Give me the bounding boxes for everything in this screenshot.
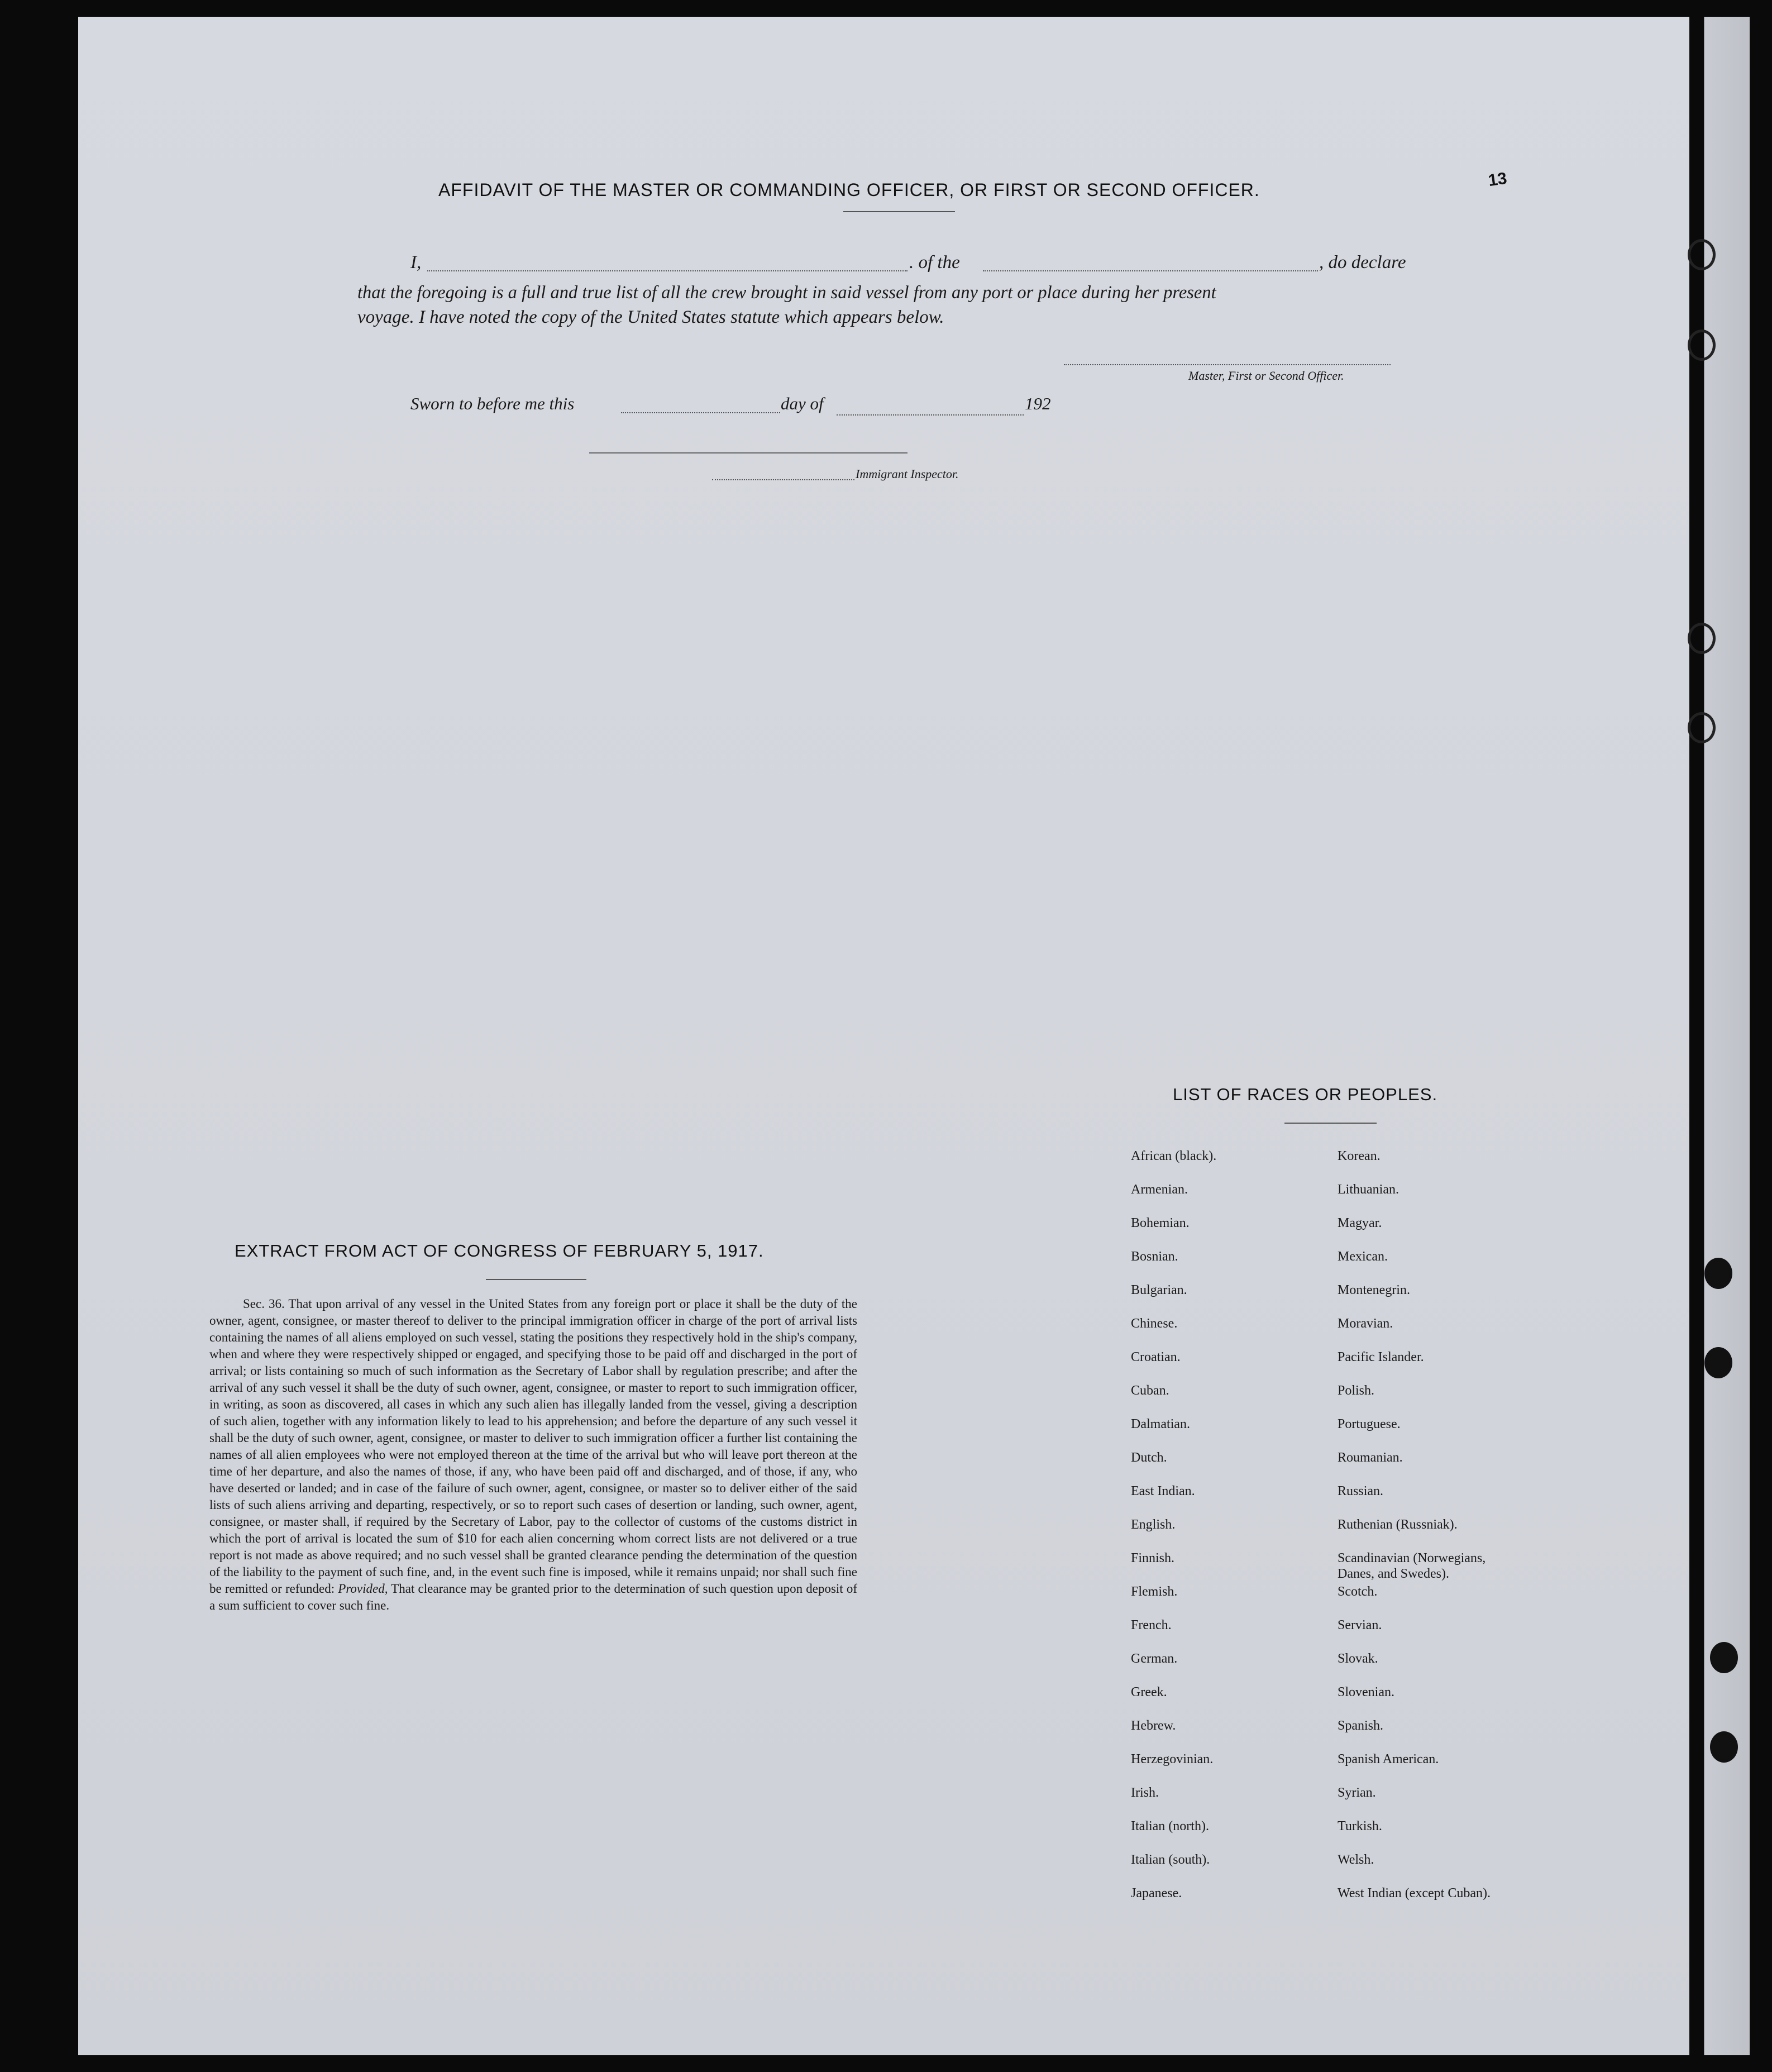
race-item: Chinese.	[1131, 1316, 1178, 1331]
races-heading: LIST OF RACES OR PEOPLES.	[1173, 1085, 1438, 1104]
day-of-text: day of	[781, 394, 824, 413]
punch-hole-icon	[1688, 239, 1716, 270]
race-item: African (black).	[1131, 1149, 1217, 1163]
divider	[486, 1279, 586, 1280]
vessel-blank[interactable]	[983, 270, 1318, 271]
extract-heading: EXTRACT FROM ACT OF CONGRESS OF FEBRUARY 5, 1917.	[235, 1241, 764, 1261]
proviso-text: That clearance may be granted prior to the determination of such question upon deposit of a sum sufficient to cover such fine.	[209, 1582, 857, 1612]
race-item: Ruthenian (Russniak).	[1338, 1517, 1458, 1532]
section-label: Sec. 36.	[243, 1297, 285, 1311]
affidavit-line-1-end: , do declare	[1319, 252, 1406, 273]
race-item: Magyar.	[1338, 1216, 1382, 1230]
sworn-text: Sworn to before me this	[410, 394, 575, 413]
sworn-month-blank[interactable]	[837, 414, 1024, 416]
race-item: West Indian (except Cuban).	[1338, 1886, 1491, 1901]
divider	[843, 211, 955, 212]
race-item: French.	[1131, 1618, 1172, 1632]
sworn-day-blank[interactable]	[621, 412, 780, 413]
race-item: Lithuanian.	[1338, 1182, 1399, 1197]
race-item: Slovak.	[1338, 1651, 1378, 1666]
race-item: Spanish American.	[1338, 1752, 1439, 1767]
race-item: Irish.	[1131, 1785, 1159, 1800]
race-item: Portuguese.	[1338, 1417, 1401, 1431]
races-left-column	[1131, 1139, 1216, 1910]
race-item: Bohemian.	[1131, 1216, 1190, 1230]
officer-signature-line[interactable]	[1064, 364, 1391, 365]
punch-hole-icon	[1688, 712, 1716, 743]
race-item: Korean.	[1338, 1149, 1381, 1163]
divider	[1284, 1123, 1377, 1124]
officer-caption: Master, First or Second Officer.	[1188, 369, 1344, 383]
section-text: That upon arrival of any vessel in the United States from any foreign port or place it shall be the duty of the owner, agent, consignee, or master thereof to deliver to the principal immigration officer in charge of the port of arrival lists containing the names of all aliens employed on such vessel, stating the positions they respectively hold in the ship's company, when and where they were respectively shipped or engaged, and specifying those to be paid off and discharged in the port of arrival; or lists containing so much of such information as the Secretary of Labor shall by regulation prescribe; and after the arrival of any such vessel it shall be the duty of such owner, agent, consignee, or master to report to such immigration officer, in writing, as soon as discovered, all cases in which any such alien has illegally landed from the vessel, giving a description of such alien, together with any information likely to lead to his apprehension; and before the departure of any such vessel it shall be the duty of such owner, agent, consignee, or master to deliver to such immigration officer a further list containing the names of all alien employees who were not employed thereon at the time of the arrival but who will leave port thereon at the time of her departure, and also the names of those, if any, who have been paid off and discharged, and of those, if any, who have deserted or landed; and in case of the failure of such owner, agent, consignee, or master so to deliver either of the said lists of such aliens arriving and departing, respectively, or so to report such cases of desertion or landing, such owner, agent, consignee, or master shall, if required by the Secretary of Labor, pay to the collector of customs of the customs district in which the port of arrival is located the sum of $10 for each alien concerning whom correct lists are not delivered or a true report is not made as above required; and no such vessel shall be granted clearance pending the determination of the question of the liability to the payment of such fine, and, in the event such fine is imposed, while it remains unpaid; nor shall such fine be remitted or refunded:	[209, 1297, 857, 1596]
race-item: Dalmatian.	[1131, 1417, 1190, 1431]
punch-hole-icon	[1710, 1642, 1738, 1673]
race-item: Slovenian.	[1338, 1685, 1394, 1699]
race-item: Montenegrin.	[1338, 1283, 1410, 1297]
race-item: Italian (south).	[1131, 1853, 1210, 1867]
race-item: East Indian.	[1131, 1484, 1195, 1498]
inspector-caption: Immigrant Inspector.	[856, 467, 959, 481]
punch-hole-icon	[1704, 1347, 1732, 1378]
race-item: Dutch.	[1131, 1450, 1167, 1465]
race-item: Croatian.	[1131, 1350, 1181, 1364]
race-item: Armenian.	[1131, 1182, 1188, 1197]
race-item: Spanish.	[1338, 1718, 1384, 1733]
extract-body	[209, 1296, 857, 1614]
race-item: Pacific Islander.	[1338, 1350, 1424, 1364]
race-item: Bosnian.	[1131, 1249, 1178, 1264]
race-item: Hebrew.	[1131, 1718, 1176, 1733]
race-item: Japanese.	[1131, 1886, 1182, 1901]
race-item: Turkish.	[1338, 1819, 1382, 1834]
affidavit-line-1-mid: . of the	[909, 252, 960, 273]
race-item: Russian.	[1338, 1484, 1384, 1498]
race-item: Moravian.	[1338, 1316, 1393, 1331]
affidavit-line-2: that the foregoing is a full and true list of all the crew brought in said vessel from any port or place during her present	[357, 283, 1216, 303]
punch-hole-icon	[1688, 330, 1716, 361]
race-item: Scandinavian (Norwegians, Danes, and Swedes).	[1338, 1551, 1486, 1581]
margin-number: 13	[1487, 169, 1508, 190]
race-item: Bulgarian.	[1131, 1283, 1187, 1297]
punch-hole-icon	[1710, 1731, 1738, 1763]
race-item: Mexican.	[1338, 1249, 1388, 1264]
race-item: Herzegovinian.	[1131, 1752, 1214, 1767]
race-item: Welsh.	[1338, 1853, 1374, 1867]
affidavit-heading: AFFIDAVIT OF THE MASTER OR COMMANDING OFFICER, OR FIRST OR SECOND OFFICER.	[438, 180, 1260, 200]
inspector-signature-line	[589, 452, 908, 453]
race-item: Flemish.	[1131, 1584, 1178, 1599]
race-item: German.	[1131, 1651, 1178, 1666]
race-item: Roumanian.	[1338, 1450, 1403, 1465]
affidavit-line-3: voyage. I have noted the copy of the United States statute which appears below.	[357, 307, 944, 327]
punch-hole-icon	[1704, 1258, 1732, 1289]
proviso-label: Provided,	[338, 1582, 388, 1596]
punch-hole-icon	[1688, 623, 1716, 654]
race-item: English.	[1131, 1517, 1176, 1532]
race-item: Syrian.	[1338, 1785, 1376, 1800]
race-item: Italian (north).	[1131, 1819, 1209, 1834]
race-item: Cuban.	[1131, 1383, 1169, 1398]
race-item: Servian.	[1338, 1618, 1382, 1632]
races-right-column	[1338, 1139, 1522, 1910]
inspector-dots	[712, 479, 854, 480]
affidavit-line-1-start: I,	[410, 252, 422, 273]
race-item: Polish.	[1338, 1383, 1375, 1398]
race-item: Scotch.	[1338, 1584, 1378, 1599]
year-text: 192	[1025, 394, 1051, 413]
race-item: Greek.	[1131, 1685, 1167, 1699]
name-blank[interactable]	[427, 270, 908, 271]
race-item: Finnish.	[1131, 1551, 1175, 1565]
